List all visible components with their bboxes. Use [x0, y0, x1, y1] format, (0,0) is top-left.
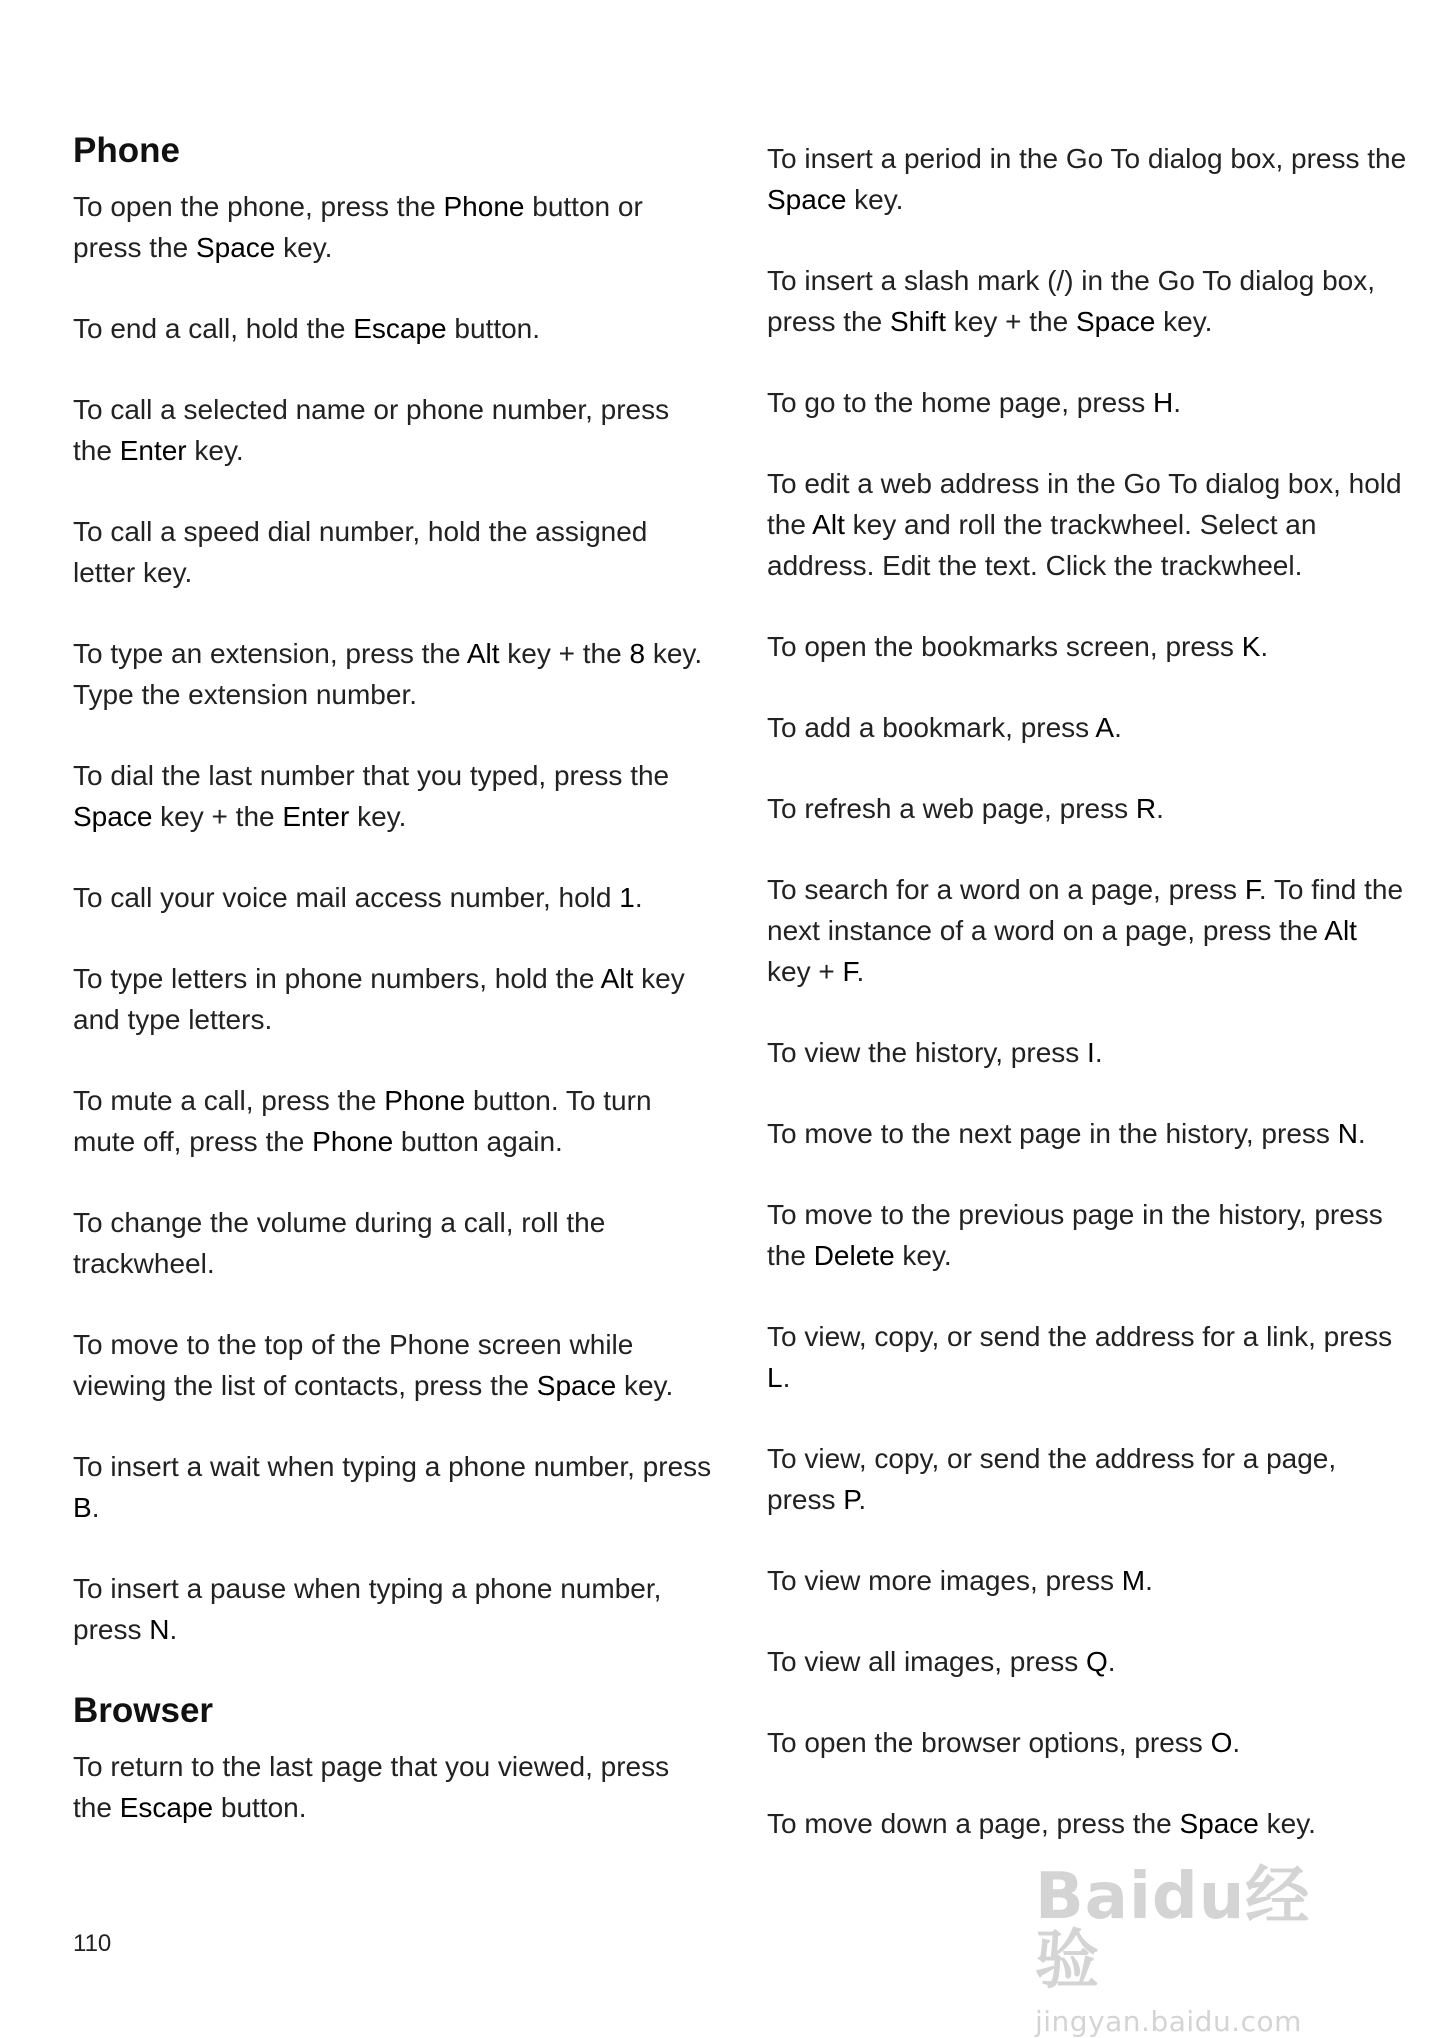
key-name: Space — [195, 232, 276, 263]
shortcut-paragraph — [73, 1746, 713, 1828]
shortcut-paragraph — [767, 788, 1407, 829]
key-name: F — [1244, 874, 1259, 905]
shortcut-paragraph — [73, 511, 713, 593]
key-name: M — [1121, 1565, 1146, 1596]
paragraph-text: . — [782, 1362, 791, 1393]
shortcut-paragraph — [767, 1803, 1407, 1844]
shortcut-paragraph — [73, 308, 713, 349]
shortcut-paragraph — [767, 260, 1407, 342]
paragraph-text: To search for a word on a page, press — [767, 874, 1245, 905]
key-name: K — [1241, 631, 1261, 662]
shortcut-paragraph — [767, 869, 1407, 992]
key-name: H — [1153, 387, 1174, 418]
paragraph-text: To view, copy, or send the address for a page, press — [767, 1443, 1337, 1515]
key-name: Escape — [353, 313, 447, 344]
paragraph-text: To type an extension, press the — [73, 638, 467, 669]
key-name: Escape — [119, 1792, 214, 1823]
paragraph-text: key. — [1258, 1808, 1316, 1839]
paragraph-text: To open the phone, press the — [73, 191, 444, 222]
paragraph-text: key. — [616, 1370, 674, 1401]
paragraph-text: To return to the last page that you viewed, press the — [73, 1751, 670, 1823]
paragraph-text: . — [856, 956, 865, 987]
paragraph-text: key + the — [152, 801, 283, 832]
key-name: N — [1337, 1118, 1358, 1149]
paragraph-text: key + the — [499, 638, 630, 669]
shortcut-paragraph — [767, 463, 1407, 586]
shortcut-paragraph — [73, 958, 713, 1040]
shortcut-paragraph — [73, 1202, 713, 1284]
paragraph-text: To view the history, press — [767, 1037, 1088, 1068]
paragraph-text: button. To turn mute off, press the — [73, 1085, 652, 1157]
paragraph-text: . — [1114, 712, 1122, 743]
key-name: O — [1210, 1727, 1233, 1758]
paragraph-text: . — [1107, 1646, 1116, 1677]
shortcut-paragraph — [767, 626, 1407, 667]
shortcut-paragraph — [767, 1438, 1407, 1520]
paragraph-text: . — [1357, 1118, 1366, 1149]
shortcut-paragraph — [767, 1560, 1407, 1601]
paragraph-text: To open the bookmarks screen, press — [767, 631, 1242, 662]
phone-heading: Phone — [73, 131, 180, 170]
key-name: P — [843, 1484, 859, 1515]
shortcut-paragraph — [767, 1194, 1407, 1276]
key-name: Delete — [813, 1240, 895, 1271]
paragraph-text: button again. — [393, 1126, 563, 1157]
shortcut-paragraph — [73, 1446, 713, 1528]
paragraph-text: To type letters in phone numbers, hold the — [73, 963, 601, 994]
key-name: 1 — [619, 882, 635, 913]
watermark-logo: Baidu经验 — [1035, 1860, 1311, 1998]
paragraph-text: . — [858, 1484, 867, 1515]
paragraph-text: To change the volume during a call, roll the trackwheel. — [73, 1207, 606, 1279]
shortcut-paragraph — [73, 186, 713, 268]
page-number: 110 — [73, 1930, 112, 1957]
key-name: Space — [73, 801, 153, 832]
paragraph-text: key. — [275, 232, 333, 263]
browser-list — [73, 1746, 713, 1828]
shortcut-paragraph — [73, 877, 713, 918]
browser-heading: Browser — [73, 1691, 214, 1730]
key-name: Phone — [312, 1126, 394, 1157]
paragraph-text: . — [1260, 631, 1269, 662]
paragraph-text: . — [1156, 793, 1164, 824]
paragraph-text: To add a bookmark, press — [767, 712, 1096, 743]
paragraph-text: To move to the previous page in the history, press the — [767, 1199, 1383, 1271]
key-name: R — [1135, 793, 1157, 824]
paragraph-text: To call your voice mail access number, hold — [73, 882, 620, 913]
shortcut-paragraph — [73, 1324, 713, 1406]
paragraph-text: button. — [446, 313, 541, 344]
paragraph-text: . — [1145, 1565, 1153, 1596]
shortcut-paragraph — [73, 755, 713, 837]
paragraph-text: key. — [186, 435, 244, 466]
key-name: Space — [1075, 306, 1156, 337]
paragraph-text: key. — [894, 1240, 952, 1271]
shortcut-paragraph — [73, 1568, 713, 1650]
right-column — [767, 138, 1407, 1884]
key-name: Enter — [282, 801, 350, 832]
paragraph-text: To move down a page, press the — [767, 1808, 1180, 1839]
paragraph-text: . — [1173, 387, 1182, 418]
key-name: Alt — [812, 509, 845, 540]
paragraph-text: . — [91, 1492, 100, 1523]
paragraph-text: To go to the home page, press — [767, 387, 1154, 418]
paragraph-text: key and type letters. — [73, 963, 685, 1035]
key-name: L — [767, 1362, 783, 1393]
paragraph-text: . To find the next instance of a word on a page, press the — [767, 874, 1404, 946]
key-name: Phone — [384, 1085, 466, 1116]
paragraph-text: key + — [767, 956, 843, 987]
paragraph-text: key + the — [945, 306, 1076, 337]
shortcut-paragraph — [767, 138, 1407, 220]
paragraph-text: To view more images, press — [767, 1565, 1122, 1596]
shortcut-paragraph — [767, 382, 1407, 423]
shortcut-paragraph — [73, 633, 713, 715]
shortcut-paragraph — [767, 1722, 1407, 1763]
paragraph-text: . — [169, 1614, 178, 1645]
key-name: Space — [1179, 1808, 1259, 1839]
paragraph-text: To call a selected name or phone number, press the — [73, 394, 670, 466]
key-name: A — [1095, 712, 1115, 743]
paragraph-text: To move to the next page in the history, press — [767, 1118, 1338, 1149]
key-name: Alt — [600, 963, 634, 994]
paragraph-text: key. — [349, 801, 407, 832]
paragraph-text: key. Type the extension number. — [73, 638, 703, 710]
baidu-watermark — [1035, 1860, 1375, 2038]
shortcut-paragraph — [73, 1080, 713, 1162]
paragraph-text: To insert a slash mark (/) in the Go To dialog box, press the — [767, 265, 1375, 337]
key-name: Shift — [889, 306, 946, 337]
phone-list — [73, 186, 713, 1650]
paragraph-text: To insert a wait when typing a phone number, press — [73, 1451, 712, 1482]
paragraph-text: To end a call, hold the — [73, 313, 354, 344]
shortcut-paragraph — [767, 1032, 1407, 1073]
browser-shortcuts-list — [767, 138, 1407, 1844]
paragraph-text: To view, copy, or send the address for a link, press — [767, 1321, 1393, 1352]
paragraph-text: key. — [846, 184, 904, 215]
key-name: Q — [1086, 1646, 1108, 1677]
paragraph-text: To mute a call, press the — [73, 1085, 385, 1116]
paragraph-text: To edit a web address in the Go To dialog box, hold the — [767, 468, 1402, 540]
paragraph-text: button. — [213, 1792, 307, 1823]
paragraph-text: . — [1094, 1037, 1103, 1068]
key-name: I — [1087, 1037, 1095, 1068]
key-name: 8 — [629, 638, 646, 669]
shortcut-paragraph — [767, 707, 1407, 748]
paragraph-text: To move to the top of the Phone screen while viewing the list of contacts, press the — [73, 1329, 634, 1401]
shortcut-paragraph — [767, 1641, 1407, 1682]
key-name: F — [842, 956, 857, 987]
shortcut-paragraph — [767, 1316, 1407, 1398]
key-name: Enter — [119, 435, 187, 466]
paragraph-text: key. — [1155, 306, 1213, 337]
paragraph-text: To dial the last number that you typed, press the — [73, 760, 670, 791]
paragraph-text: To view all images, press — [767, 1646, 1087, 1677]
shortcut-paragraph — [73, 389, 713, 471]
key-name: B — [73, 1492, 92, 1523]
paragraph-text: button or press the — [73, 191, 643, 263]
paragraph-text: . — [634, 882, 643, 913]
paragraph-text: To insert a period in the Go To dialog box, press the — [767, 143, 1407, 174]
paragraph-text: . — [1232, 1727, 1241, 1758]
key-name: Space — [536, 1370, 617, 1401]
key-name: Alt — [466, 638, 500, 669]
shortcut-paragraph — [767, 1113, 1407, 1154]
left-column — [73, 130, 713, 1868]
paragraph-text: To call a speed dial number, hold the assigned letter key. — [73, 516, 648, 588]
paragraph-text: To insert a pause when typing a phone number, press — [73, 1573, 662, 1645]
paragraph-text: To refresh a web page, press — [767, 793, 1136, 824]
key-name: N — [149, 1614, 170, 1645]
key-name: Phone — [443, 191, 525, 222]
key-name: Alt — [1324, 915, 1357, 946]
paragraph-text: To open the browser options, press — [767, 1727, 1211, 1758]
key-name: Space — [767, 184, 847, 215]
watermark-url: jingyan.baidu.com — [1035, 2005, 1302, 2038]
paragraph-text: key and roll the trackwheel. Select an address. Edit the text. Click the trackwheel. — [767, 509, 1317, 581]
